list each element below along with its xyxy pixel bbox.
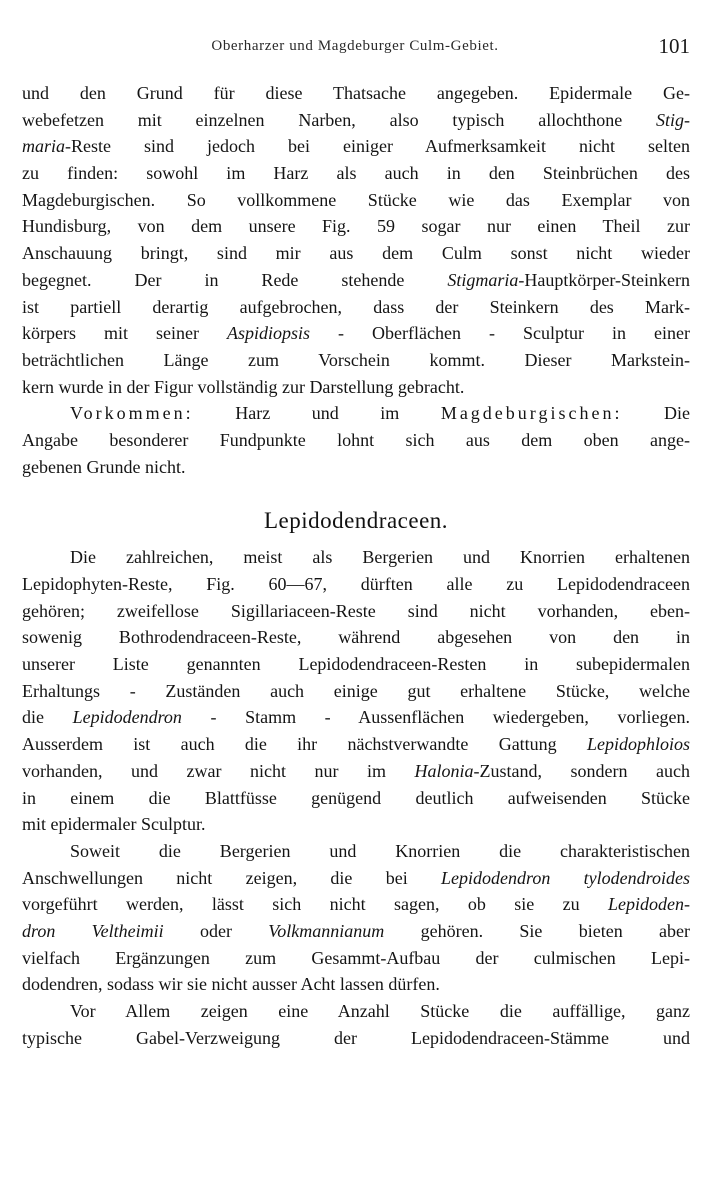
text-line: vorgeführt werden, lässt sich nicht sagen, ob sie zu Lepidoden- — [22, 894, 690, 915]
text-line: begegnet. Der in Rede stehende Stigmaria-Hauptkörper-Steinkern — [22, 269, 690, 290]
paragraph-bergerien — [22, 838, 690, 998]
text-line: ist partiell derartig aufgebrochen, dass der Steinkern des Mark- — [22, 296, 690, 317]
text-line: zu finden: sowohl im Harz als auch in den Steinbrüchen des — [22, 163, 690, 184]
text-line: in einem die Blattfüsse genügend deutlich aufweisenden Stücke — [22, 787, 690, 808]
text-line: mit epidermaler Sculptur. — [22, 814, 206, 835]
text-line: Vorkommen: Harz und im Magdeburgischen: Die — [70, 403, 690, 424]
text-line: Hundisburg, von dem unsere Fig. 59 sogar nur einen Theil zur — [22, 216, 690, 237]
text-line: Anschwellungen nicht zeigen, die bei Lepidodendron tylodendroides — [22, 867, 690, 888]
paragraph-lepidodendraceen — [22, 544, 690, 838]
text-line: gehören; zweifellose Sigillariaceen-Reste sind nicht vorhanden, eben- — [22, 600, 690, 621]
running-title: Oberharzer und Magdeburger Culm-Gebiet. — [211, 38, 499, 54]
taxon-name: Stig- — [656, 109, 690, 130]
text-line: vorhanden, und zwar nicht nur im Halonia-Zustand, sondern auch — [22, 760, 691, 781]
text-line: die Lepidodendron - Stamm - Aussenflächen wiedergeben, vorliegen. — [22, 707, 690, 728]
taxon-name: Lepidodendron — [72, 707, 182, 728]
text-line: unserer Liste genannten Lepidodendraceen-Resten in subepidermalen — [22, 654, 690, 675]
taxon-name: Lepidoden- — [608, 894, 690, 915]
text-line: Erhaltungs - Zuständen auch einige gut erhaltene Stücke, welche — [22, 680, 690, 701]
text-line: webefetzen mit einzelnen Narben, also typisch allochthone Stig- — [22, 109, 690, 130]
text-line: vielfach Ergänzungen zum Gesammt-Aufbau der culmischen Lepi- — [22, 947, 690, 968]
text-line: gebenen Grunde nicht. — [22, 456, 186, 477]
text-line: und den Grund für diese Thatsache angegeben. Epidermale Ge- — [22, 83, 690, 103]
taxon-name: Volkmannianum — [268, 920, 385, 941]
text-line: Die zahlreichen, meist als Bergerien und Knorrien erhaltenen — [70, 547, 690, 568]
taxon-name: Aspidiopsis — [227, 323, 311, 344]
text-line: Lepidophyten-Reste, Fig. 60—67, dürften alle zu Lepidodendraceen — [22, 574, 690, 594]
taxon-name: Lepidophloios — [586, 734, 690, 755]
text-line: Soweit die Bergerien und Knorrien die charakteristischen — [70, 840, 690, 861]
text-line: sowenig Bothrodendraceen-Reste, während abgesehen von den in — [22, 627, 690, 648]
text-line: Vor Allem zeigen eine Anzahl Stücke die auffällige, ganz — [70, 1001, 690, 1021]
text-line: dodendren, sodass wir sie nicht ausser Acht lassen dürfen. — [22, 974, 440, 995]
text-line: Anschauung bringt, sind mir aus dem Culm sonst nicht wieder — [22, 243, 690, 264]
taxon-name: Halonia — [414, 760, 474, 781]
taxon-name: dron Veltheimii — [22, 920, 164, 941]
text-line: beträchtlichen Länge zum Vorschein kommt. Dieser Markstein- — [22, 349, 690, 370]
taxon-name: Stigmaria — [447, 269, 519, 290]
paragraph-gabel — [22, 998, 690, 1051]
text-line: körpers mit seiner Aspidiopsis - Oberflächen - Sculptur in einer — [22, 323, 691, 344]
body-text — [22, 80, 690, 1051]
text-line: typische Gabel-Verzweigung der Lepidodendraceen-Stämme und — [22, 1027, 690, 1048]
section-heading: Lepidodendraceen. — [263, 508, 449, 534]
taxon-name: Lepidodendron tylodendroides — [441, 867, 690, 888]
taxon-name: maria — [22, 136, 66, 157]
paragraph-stigmaria — [22, 80, 690, 400]
text-line: Ausserdem ist auch die ihr nächstverwandte Gattung Lepidophloios — [22, 734, 690, 755]
spaced-term: Magdeburgischen: — [440, 403, 623, 424]
text-line: dron Veltheimii oder Volkmannianum gehören. Sie bieten aber — [22, 920, 691, 941]
spaced-term: Vorkommen: — [70, 403, 194, 424]
text-line: maria-Reste sind jedoch bei einiger Aufmerksamkeit nicht selten — [22, 136, 690, 157]
page-number: 101 — [658, 34, 690, 58]
paragraph-vorkommen — [22, 400, 690, 480]
text-line: kern wurde in der Figur vollständig zur Darstellung gebracht. — [22, 376, 465, 397]
text-line: Magdeburgischen. So vollkommene Stücke wie das Exemplar von — [22, 189, 690, 210]
text-line: Angabe besonderer Fundpunkte lohnt sich aus dem oben ange- — [22, 429, 690, 450]
page-header — [20, 34, 690, 64]
